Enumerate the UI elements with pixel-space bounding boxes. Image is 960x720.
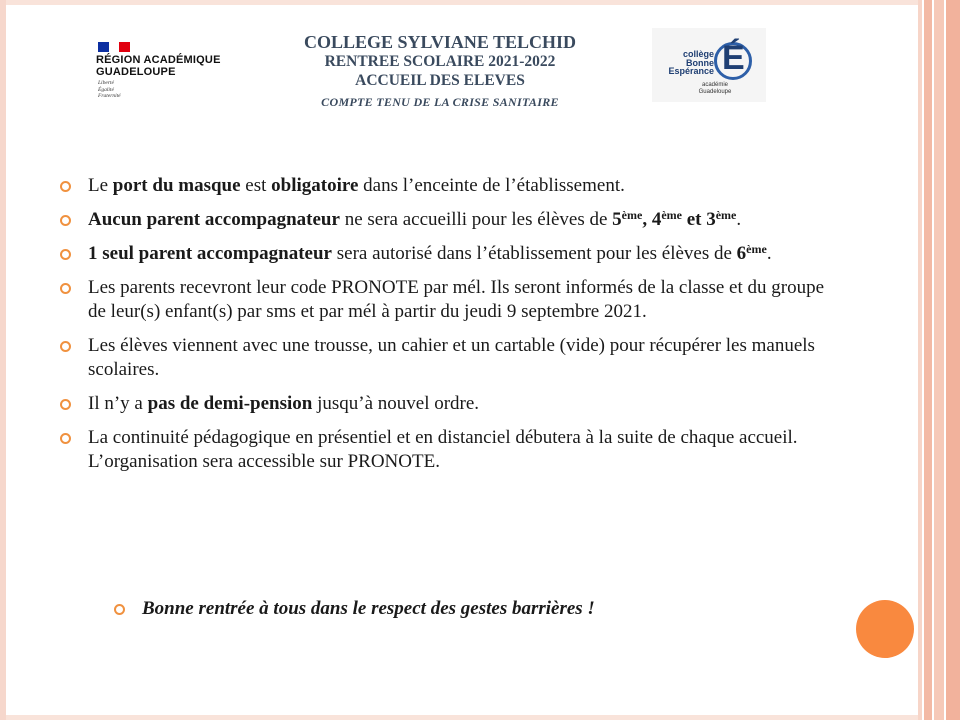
bullet-circle-icon [60, 181, 71, 192]
list-item: Il n’y a pas de demi-pension jusqu’à nouvel ordre. [60, 392, 830, 416]
bullet-circle-icon [60, 283, 71, 294]
bullet-circle-icon [60, 399, 71, 410]
logo-academie: académie Guadeloupe [698, 82, 732, 95]
list-item: 1 seul parent accompagnateur sera autorisé dans l’établissement pour les élèves de 6ème. [60, 242, 830, 266]
logo-motto: Liberté Égalité Fraternité [98, 80, 121, 99]
page-title: COLLEGE SYLVIANE TELCHID [303, 32, 577, 52]
header-subtitle: COMPTE TENU DE LA CRISE SANITAIRE [321, 95, 559, 109]
logo-org-name: RÉGION ACADÉMIQUE GUADELOUPE [96, 54, 221, 78]
list-item: La continuité pédagogique en présentiel et en distanciel débutera à la suite de chaque accueil. L’organisation sera accessible sur PRONOTE. [60, 426, 830, 474]
frame-top [0, 0, 960, 5]
info-list [60, 174, 830, 484]
bullet-circle-icon [60, 433, 71, 444]
list-item: Le port du masque est obligatoire dans l’enceinte de l’établissement. [60, 174, 830, 198]
french-flag-icon [98, 42, 130, 52]
list-item: Les parents recevront leur code PRONOTE par mél. Ils seront informés de la classe et du groupe de leur(s) enfant(s) par sms et par mél à partir du jeudi 9 septembre 2021. [60, 276, 830, 324]
closing-message: Bonne rentrée à tous dans le respect des gestes barrières ! [114, 597, 814, 621]
logo-letter: É [722, 39, 745, 77]
list-item: Aucun parent accompagnateur ne sera accueilli pour les élèves de 5ème, 4ème et 3ème. [60, 208, 830, 232]
logo-college-name: collège Bonne Espérance [668, 49, 714, 76]
college-bonne-esperance-logo [652, 28, 766, 102]
decorative-orange-circle [856, 600, 914, 658]
header-line-3: ACCUEIL DES ELEVES [355, 72, 525, 89]
bullet-circle-icon [60, 341, 71, 352]
frame-bottom [0, 715, 960, 720]
frame-left [0, 0, 6, 720]
list-item: Les élèves viennent avec une trousse, un cahier et un cartable (vide) pour récupérer les manuels scolaires. [60, 334, 830, 382]
header-line-2: RENTREE SCOLAIRE 2021-2022 [324, 53, 556, 70]
bullet-circle-icon [60, 215, 71, 226]
region-academique-logo [96, 42, 246, 102]
bullet-circle-icon [60, 249, 71, 260]
header [270, 32, 610, 111]
bullet-circle-icon [114, 604, 125, 615]
frame-right-stripes [918, 0, 960, 720]
